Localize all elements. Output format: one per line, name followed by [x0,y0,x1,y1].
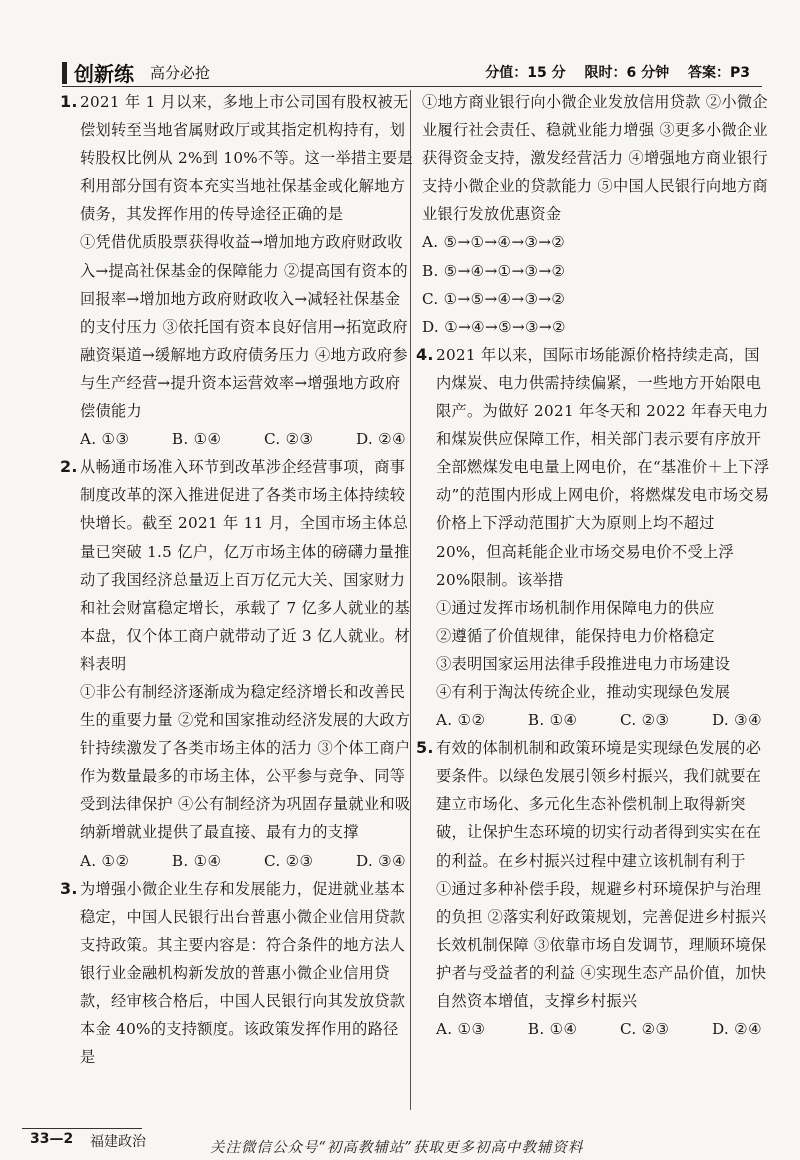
question-number: 2. [60,457,78,477]
option-d[interactable]: D. ③④ [711,711,762,730]
question-stem: 为增强小微企业生存和发展能力，促进就业基本稳定，中国人民银行出台普惠小微企业信用贷款支持政策。其主要内容是：符合条件的地方法人银行业金融机构新发放的普惠小微企业信用贷款，经审核合格后，中国人民银行向其发放贷款本金 40%的支持额度。该政策发挥作用的路径是 [80,879,406,1067]
answer-options [436,1015,770,1043]
option-d[interactable]: D. ②④ [711,1020,762,1039]
section-header [62,56,762,87]
option-d[interactable]: D. ③④ [355,851,406,870]
option-c[interactable]: C. ②③ [263,430,314,449]
question-stem: 从畅通市场准入环节到改革涉企经营事项，商事制度改革的深入推进促进了各类市场主体持续较快增长。截至 2021 年 11 月，全国市场主体总量已突破 1.5 亿户，亿万市场主体的磅礴力量推动了我国经济总量迈上百万亿元大关、国家财力和社会财富稳定增长，承载了 7 亿多人就业的基本盘，仅个体工商户就带动了近 3 亿人就业。材料表明 [80,458,410,673]
option-a[interactable]: A. ①② [80,851,130,870]
answer-options [80,425,414,453]
question-number: 1. [60,92,78,111]
question-stem: 2021 年以来，国际市场能源价格持续走高，国内煤炭、电力供需持续偏紧，一些地方开始限电限产。为做好 2021 年冬天和 2022 年春天电力和煤炭供应保障工作，相关部门表示要有序放开全部燃煤发电电量上网电价，在“基准价＋上下浮动”的范围内形成上网电价，将燃煤发电市场交易价格上下浮动范围扩大为原则上均不超过 20%，但高耗能企业市场交易电价不受上浮 20%限制。该举措 [436,345,770,589]
section-title: 创新练 [74,62,134,86]
answer-page-label: 答案：P3 [687,65,750,81]
question-stem: 有效的体制机制和政策环境是实现绿色发展的必要条件。以绿色发展引领乡村振兴，我们就要在建立市场化、多元化生态补偿机制上取得新突破，让保护生态环境的切实行动者得到实实在在的利益。在乡村振兴过程中建立该机制有利于 [436,739,762,870]
option-d[interactable]: D. ①→④→⑤→③→② [422,317,566,336]
option-c[interactable]: C. ②③ [263,851,314,870]
question-items: ①地方商业银行向小微企业发放信用贷款 ②小微企业履行社会责任、稳就业能力增强 ③更多小微企业获得资金支持，激发经营活力 ④增强地方商业银行支持小微企业的贷款能力 ⑤中国人民银行向地方商业银行发放优惠资金 [422,93,768,224]
question-item: ②遵循了价值规律，能保持电力价格稳定 [436,626,715,645]
question-5 [418,734,770,1043]
question-2 [62,453,414,874]
question-item: ①通过发挥市场机制作用保障电力的供应 [436,598,715,617]
question-item: ④有利于淘汰传统企业，推动实现绿色发展 [436,682,731,701]
option-b[interactable]: B. ①④ [527,1020,578,1039]
score-label: 分值：15 分 [485,65,566,81]
question-number: 3. [60,878,78,898]
option-a[interactable]: A. ⑤→①→④→③→② [422,233,566,252]
answer-options [436,706,770,734]
option-b[interactable]: B. ①④ [527,711,578,730]
footer-note: 关注微信公众号“初高教辅站”获取更多初高中教辅资料 [210,1140,584,1156]
option-a[interactable]: A. ①③ [436,1020,486,1039]
question-1 [62,88,414,453]
option-a[interactable]: A. ①② [436,711,486,730]
option-b[interactable]: B. ①④ [171,430,222,449]
question-number: 5. [416,738,434,758]
question-number: 4. [416,344,434,364]
footer-rule [22,1128,142,1129]
header-bar [62,62,67,84]
time-limit-label: 限时：6 分钟 [584,65,670,81]
answer-options [80,847,414,875]
section-subtitle: 高分必抢 [150,64,211,82]
option-d[interactable]: D. ②④ [355,430,406,449]
question-3-continued [418,88,770,341]
subject-label: 福建政治 [90,1134,146,1150]
option-a[interactable]: A. ①③ [80,430,130,449]
question-items: ①凭借优质股票获得收益→增加地方政府财政收入→提高社保基金的保障能力 ②提高国有资本的回报率→增加地方政府财政收入→减轻社保基金的支付压力 ③依托国有资本良好信用→拓宽政府融资渠道→缓解地方政府债务压力 ④地方政府参与生产经营→提升资本运营效率→增强地方政府偿债能力 [80,233,408,421]
page-number: 33—2 [30,1131,74,1147]
option-c[interactable]: C. ②③ [619,711,670,730]
left-column [62,88,414,1071]
question-items: ①通过多种补偿手段，规避乡村环境保护与治理的负担 ②落实利好政策规划，完善促进乡村振兴长效机制保障 ③依靠市场自发调节，理顺环境保护者与受益者的利益 ④实现生态产品价值，加快自然资本增值，支撑乡村振兴 [436,879,767,1010]
option-c[interactable]: C. ①→⑤→④→③→② [422,289,566,308]
right-column [418,88,770,1043]
question-stem: 2021 年 1 月以来，多地上市公司国有股权被无偿划转至当地省属财政厅或其指定机构持有，划转股权比例从 2%到 10%不等。这一举措主要是利用部分国有资本充实当地社保基金或化解地方债务，其发挥作用的传导途径正确的是 [80,93,413,224]
question-items: ①非公有制经济逐渐成为稳定经济增长和改善民生的重要力量 ②党和国家推动经济发展的大政方针持续激发了各类市场主体的活力 ③个体工商户作为数量最多的市场主体，公平参与竞争、同等受到法律保护 ④公有制经济为巩固存量就业和吸纳新增就业提供了最直接、最有力的支撑 [80,682,411,842]
question-3-stem [62,875,414,1072]
option-b[interactable]: B. ⑤→④→①→③→② [422,261,566,280]
question-item: ③表明国家运用法律手段推进电力市场建设 [436,654,731,673]
option-b[interactable]: B. ①④ [171,851,222,870]
question-4 [418,341,770,734]
option-c[interactable]: C. ②③ [619,1020,670,1039]
exercise-meta [471,62,750,82]
